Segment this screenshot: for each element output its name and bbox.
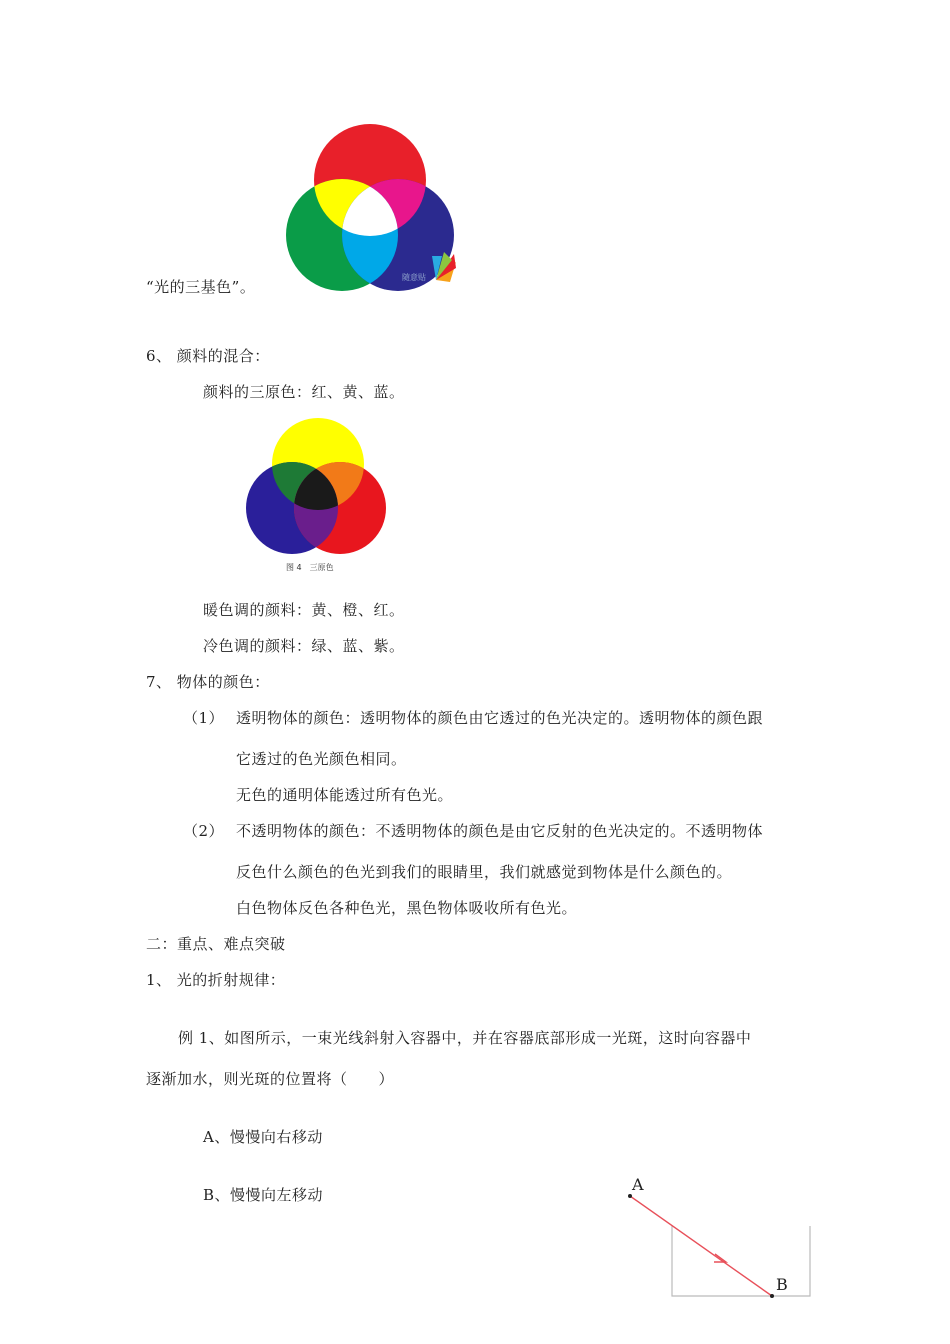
light-primary-caption: “光的三基色”。 xyxy=(146,278,256,296)
option-a: A、慢慢向右移动 xyxy=(203,1128,323,1146)
item2-line1: 不透明物体的颜色：不透明物体的颜色是由它反射的色光决定的。不透明物体 xyxy=(236,822,764,840)
warm-paint-colors: 暖色调的颜料：黄、橙、红。 xyxy=(203,601,405,619)
item1-line3: 无色的通明体能透过所有色光。 xyxy=(236,786,454,804)
container-outline xyxy=(672,1226,810,1296)
example-line1: 例 1、如图所示，一束光线斜射入容器中，并在容器底部形成一光斑，这时向容器中 xyxy=(178,1029,752,1047)
label-b: B xyxy=(776,1275,788,1294)
figure-caption: 图 4 三原色 xyxy=(286,563,334,572)
point-a xyxy=(628,1194,632,1198)
item2-line2: 反色什么颜色的色光到我们的眼睛里，我们就感觉到物体是什么颜色的。 xyxy=(236,863,733,881)
paint-primary-colors-diagram xyxy=(240,416,390,578)
key-points-heading: 二：重点、难点突破 xyxy=(146,935,286,953)
example-line2: 逐渐加水，则光斑的位置将（ ） xyxy=(146,1070,395,1088)
item1-line1: 透明物体的颜色：透明物体的颜色由它透过的色光决定的。透明物体的颜色跟 xyxy=(236,709,764,727)
object-color-heading: 7、 物体的颜色： xyxy=(146,673,270,691)
cool-paint-colors: 冷色调的颜料：绿、蓝、紫。 xyxy=(203,637,405,655)
point-b xyxy=(770,1294,774,1298)
item1-line2: 它透过的色光颜色相同。 xyxy=(236,750,407,768)
item2-number: （2） xyxy=(183,822,225,840)
option-b: B、慢慢向左移动 xyxy=(203,1186,324,1204)
label-a: A xyxy=(632,1175,644,1194)
light-ray xyxy=(630,1196,772,1296)
light-primary-colors-diagram xyxy=(284,122,458,294)
ray-arrow-icon xyxy=(714,1254,726,1262)
refraction-container-diagram xyxy=(620,1170,820,1310)
item2-line3: 白色物体反色各种色光，黑色物体吸收所有色光。 xyxy=(236,899,578,917)
paint-mixing-heading: 6、 颜料的混合： xyxy=(146,347,270,365)
item1-number: （1） xyxy=(183,709,225,727)
watermark-text: 随意贴 xyxy=(402,273,426,282)
paint-primary-colors: 颜料的三原色：红、黄、蓝。 xyxy=(203,383,405,401)
refraction-law-heading: 1、 光的折射规律： xyxy=(146,971,286,989)
